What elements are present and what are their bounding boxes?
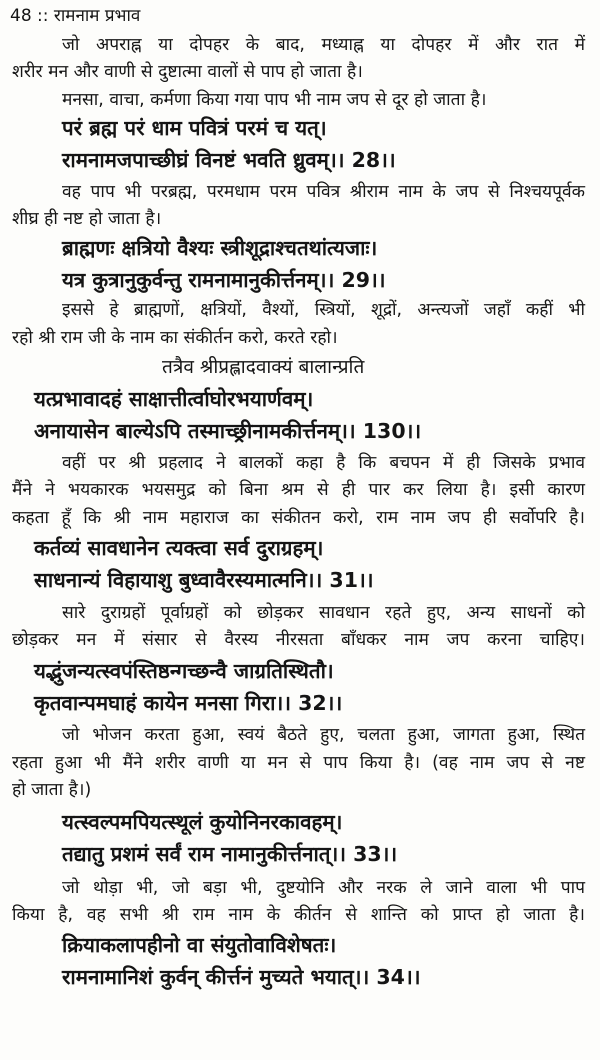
prose-line: हो जाता है।) <box>12 780 92 800</box>
prose-line: रहता हुआ भी मैंने शरीर वाणी या मन से पाप किया है। (वह नाम जप से नष्ट <box>12 753 585 773</box>
page-number: 48 <box>10 6 32 26</box>
prose-line: जो भोजन करता हुआ, स्वयं बैठते हुए, चलता हुआ, जागता हुआ, स्थित <box>62 725 585 745</box>
section-heading: तत्रैव श्रीप्रह्लादवाक्यं बालान्प्रति <box>162 356 365 378</box>
prose-line: शीघ्र ही नष्ट हो जाता है। <box>12 209 162 229</box>
verse-line: यद्भुंजन्यत्स्वपंस्तिष्ठन्गच्छन्वै जाग्रतिस्थितौ। <box>34 659 334 683</box>
verse-line: क्रियाकलापहीनो वा संयुतोवाविशेषतः। <box>62 933 337 957</box>
prose-line: शरीर मन और वाणी से दुष्टात्मा वालों से पाप हो जाता है। <box>12 62 363 82</box>
prose-line: छोड़कर मन में संसार से वैरस्य नीरसता बाँधकर नाम जप करना चाहिए। <box>12 630 585 650</box>
verse-line: रामनामानिशं कुर्वन् कीर्त्तनं मुच्यते भयात्।। 34।। <box>62 965 421 989</box>
verse-line: ब्राह्मणः क्षत्रियो वैश्यः स्त्रीशूद्राश्चतथांत्यजाः। <box>62 236 378 260</box>
verse-line: यत्प्रभावादहं साक्षात्तीर्त्वाघोरभयार्णवम्। <box>34 387 314 411</box>
page-header <box>10 8 140 25</box>
verse-line: परं ब्रह्म परं धाम पवित्रं परमं च यत्। <box>62 116 327 140</box>
verse-line: तद्यातु प्रशमं सर्वं राम नामानुकीर्त्तनात्।। 33।। <box>62 842 398 866</box>
prose-line: वह पाप भी परब्रह्म, परमधाम परम पवित्र श्रीराम नाम के जप से निश्चयपूर्वक <box>62 182 585 202</box>
verse-line: साधनान्यं विहायाशु बुध्वावैरस्यमात्मनि।। 31।। <box>34 568 374 592</box>
prose-line: वहीं पर श्री प्रहलाद ने बालकों कहा है कि बचपन में ही जिसके प्रभाव <box>62 453 585 473</box>
header-separator: :: <box>37 6 49 26</box>
prose-line: जो अपराह्न या दोपहर के बाद, मध्याह्न या दोपहर में और रात में <box>62 35 585 55</box>
prose-line: मैंने ने भयकारक भयसमुद्र को बिना श्रम से ही पार कर लिया है। इसी कारण <box>12 480 585 500</box>
prose-line: इससे हे ब्राह्मणों, क्षत्रियों, वैश्यों, स्त्रियों, शूद्रों, अन्त्यजों जहाँ कहीं भी <box>62 300 585 320</box>
verse-line: यत्स्वल्पमपियत्स्थूलं कुयोनिनरकावहम्। <box>62 810 343 834</box>
verse-line: कर्तव्यं सावधानेन त्यक्त्वा सर्व दुराग्रहम्। <box>34 536 324 560</box>
verse-line: रामनामजपाच्छीघ्रं विनष्टं भवति ध्रुवम्।। 28।। <box>62 148 396 172</box>
book-title: रामनाम प्रभाव <box>53 6 141 26</box>
verse-line: यत्र कुत्रानुकुर्वन्तु रामनामानुकीर्त्तनम्।। 29।। <box>62 268 386 292</box>
prose-line: कहता हूँ कि श्री नाम महाराज का संकीतन करो, राम नाम जप ही सर्वोपरि है। <box>12 508 585 528</box>
prose-line: जो थोड़ा भी, जो बड़ा भी, दुष्टयोनि और नरक ले जाने वाला भी पाप <box>62 878 585 898</box>
verse-line: कृतवान्पमघाहं कायेन मनसा गिरा।। 32।। <box>34 691 343 715</box>
prose-line: रहो श्री राम जी के नाम का संकीर्तन करो, करते रहो। <box>12 328 338 348</box>
prose-line: सारे दुराग्रहों पूर्वाग्रहों को छोड़कर सावधान रहते हुए, अन्य साधनों को <box>62 603 585 623</box>
prose-line: किया है, वह सभी श्री राम नाम के कीर्तन से शान्ति को प्राप्त हो जाता है। <box>12 905 585 925</box>
verse-line: अनायासेन बाल्येऽपि तस्माच्छ्रीनामकीर्त्तनम्।। 130।। <box>34 419 422 443</box>
prose-line: मनसा, वाचा, कर्मणा किया गया पाप भी नाम जप से दूर हो जाता है। <box>62 90 487 110</box>
